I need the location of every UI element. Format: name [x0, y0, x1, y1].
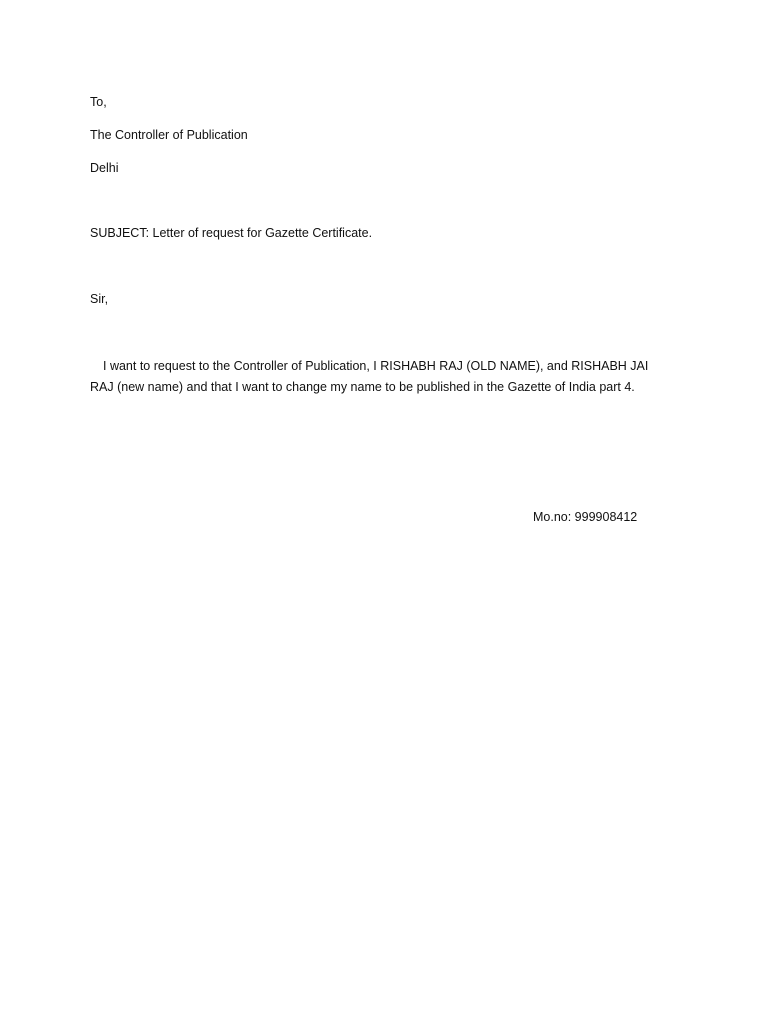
salutation-line: Sir, [90, 292, 109, 306]
city-line: Delhi [90, 161, 119, 175]
addressee-line: The Controller of Publication [90, 128, 248, 142]
subject-line: SUBJECT: Letter of request for Gazette Certificate. [90, 226, 373, 240]
mobile-number: Mo.no: 999908412 [533, 510, 638, 524]
letter-to-line: To, [90, 95, 107, 109]
letter-body-paragraph: I want to request to the Controller of Publication, I RISHABH RAJ (OLD NAME), and RISHABH JAI RAJ (new name) and that I want to change my name to be published in the Gazette of India part 4. [90, 359, 649, 394]
